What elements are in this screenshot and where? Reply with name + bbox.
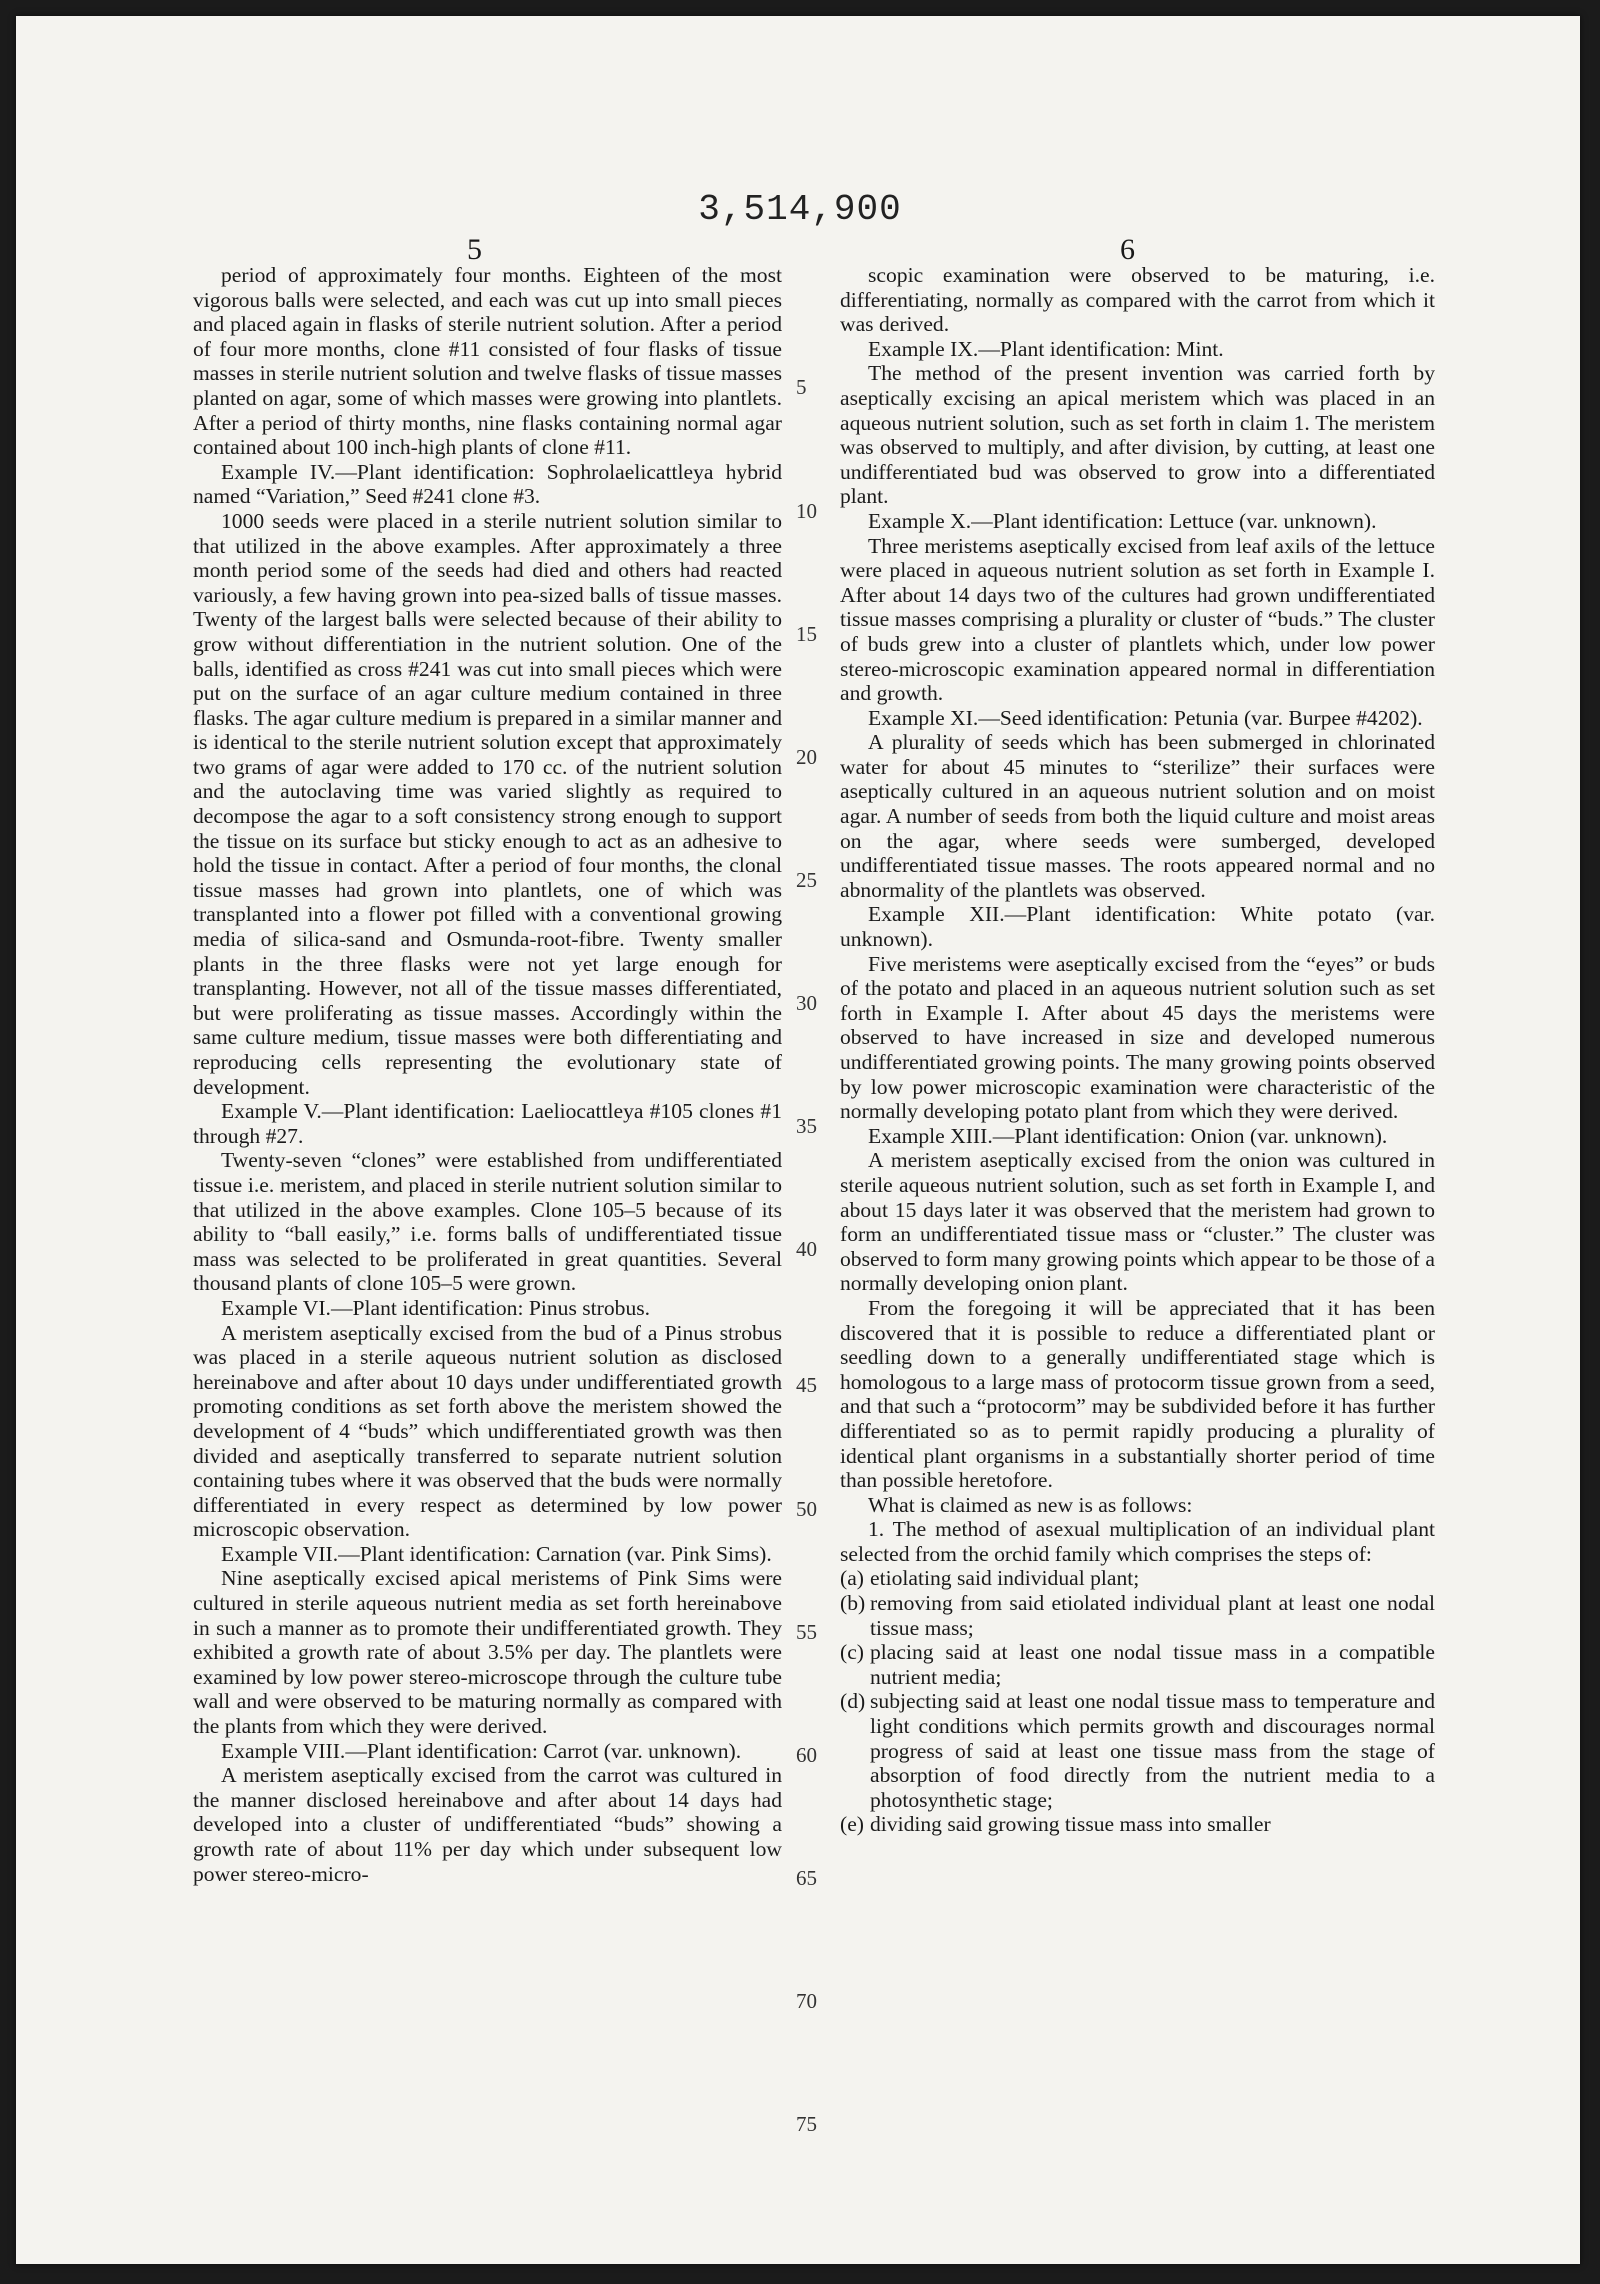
paragraph: Example XII.—Plant identification: White potato (var. unknown). — [840, 902, 1435, 952]
line-number: 15 — [796, 622, 817, 646]
claim-step-text: etiolating said individual plant; — [870, 1566, 1140, 1591]
left-text-column — [193, 263, 782, 1886]
paragraph: Example X.—Plant identification: Lettuce (var. unknown). — [868, 508, 1377, 533]
paragraph: Example VIII.—Plant identification: Carrot (var. unknown). — [221, 1738, 742, 1763]
paragraph: Five meristems were aseptically excised from the “eyes” or buds of the potato and placed in an aqueous nutrient solution such as set forth in Example I. After about 45 days the meristems were observed to have increased in size and developed numerous undifferentiated growing points. The many growing points observed by low power microscopic examination were characteristic of the normally developing potato plant from which they were derived. — [840, 951, 1435, 1124]
claim-step — [840, 1566, 1435, 1591]
paragraph: A plurality of seeds which has been submerged in chlorinated water for about 45 minutes to “sterilize” their surfaces were aseptically cultured in an aqueous nutrient solution and on moist agar. A number of seeds from both the liquid culture and moist areas on the agar, where seeds were sumberged, developed undifferentiated tissue masses. The roots appeared normal and no abnormality of the plantlets was observed. — [840, 730, 1435, 902]
paragraph: period of approximately four months. Eighteen of the most vigorous balls were selected, and each was cut up into small pieces and placed again in flasks of sterile nutrient solution. After a period of four more months, clone #11 consisted of four flasks of tissue masses in sterile nutrient solution and twelve flasks of tissue masses planted on agar, some of which masses were growing into plantlets. After a period of thirty months, nine flasks containing normal agar contained about 100 inch-high plants of clone #11. — [193, 263, 782, 460]
paragraph: Example VII.—Plant identification: Carnation (var. Pink Sims). — [221, 1541, 772, 1566]
paragraph: What is claimed as new is as follows: — [868, 1492, 1193, 1517]
claim-step-text: dividing said growing tissue mass into smaller — [870, 1812, 1271, 1837]
line-number: 30 — [796, 991, 817, 1015]
patent-number: 3,514,900 — [698, 189, 902, 230]
line-number: 10 — [796, 499, 817, 523]
line-number: 65 — [796, 1866, 817, 1890]
line-number: 70 — [796, 1989, 817, 2013]
paragraph: Example IV.—Plant identification: Sophrolaelicattleya hybrid named “Variation,” Seed #241 clone #3. — [193, 459, 782, 509]
paragraph: A meristem aseptically excised from the bud of a Pinus strobus was placed in a sterile aqueous nutrient solution as disclosed hereinabove and after about 10 days under undifferentiated growth promoting conditions as set forth above the meristem showed the development of 4 “buds” which undifferentiated growth was then divided and aseptically transferred to separate nutrient solution containing tubes where it was observed that the buds were normally differentiated in every respect as determined by low power microscopic observation. — [193, 1320, 782, 1542]
paragraph: A meristem aseptically excised from the carrot was cultured in the manner disclosed hereinabove and after about 14 days had developed into a cluster of undifferentiated “buds” showing a growth rate of about 11% per day which under subsequent low power stereo-micro- — [193, 1763, 782, 1886]
paragraph: 1000 seeds were placed in a sterile nutrient solution similar to that utilized in the above examples. After approximately a three month period some of the seeds had died and others had reacted variously, a few having grown into pea-sized balls of tissue masses. Twenty of the largest balls were selected because of their ability to grow without differentiation in the nutrient solution. One of the balls, identified as cross #241 was cut into small pieces which were put on the surface of an agar culture medium contained in three flasks. The agar culture medium is prepared in a similar manner and is identical to the sterile nutrient solution except that approximately two grams of agar were added to 170 cc. of the nutrient solution and the autoclaving time was varied slightly as required to decompose the agar to a soft consistency strong enough to support the tissue on its surface but sticky enough to act as an adhesive to hold the tissue in contact. After a period of four months, the clonal tissue masses had grown into plantlets, one of which was transplanted into a flower pot filled with a conventional growing media of silica-sand and Osmunda-root-fibre. Twenty smaller plants in the three flasks were not yet large enough for transplanting. However, not all of the tissue masses differentiated, but were proliferating as tissue masses. Accordingly within the same culture medium, tissue masses were both differentiating and reproducing cells representing the evolutionary state of development. — [193, 508, 782, 1099]
claim-step-label: (a) — [840, 1566, 864, 1591]
claim-step-text: removing from said etiolated individual plant at least one nodal tissue mass; — [870, 1591, 1435, 1640]
claim-step-text: subjecting said at least one nodal tissue mass to temperature and light conditions which permits growth and discourages normal progress of said at least one tissue mass from the stage of absorption of food directly from the nutrient media to a photosynthetic stage; — [870, 1689, 1435, 1812]
claim-step — [840, 1591, 1435, 1640]
paragraph: Example XI.—Seed identification: Petunia (var. Burpee #4202). — [868, 705, 1423, 730]
line-number: 45 — [796, 1373, 817, 1397]
paragraph: The method of the present invention was carried forth by aseptically excising an apical meristem which was placed in an aqueous nutrient solution, such as set forth in claim 1. The meristem was observed to multiply, and after division, by cutting, at least one undifferentiated bud was observed to grow into a differentiated plant. — [840, 361, 1435, 509]
claim-step-label: (e) — [840, 1812, 864, 1837]
line-number: 20 — [796, 745, 817, 769]
paragraph: From the foregoing it will be appreciated that it has been discovered that it is possible to reduce a differentiated plant or seedling down to a generally undifferentiated stage which is homologous to a large mass of protocorm tissue grown from a seed, and that such a “protocorm” may be subdivided before it has further differentiated so as to permit rapidly producing a plurality of identical plant organisms in a substantially shorter period of time than possible heretofore. — [840, 1295, 1435, 1493]
paragraph: Example XIII.—Plant identification: Onion (var. unknown). — [868, 1123, 1388, 1148]
line-number: 60 — [796, 1743, 817, 1767]
claim-step — [840, 1640, 1435, 1689]
claim-step-label: (b) — [840, 1591, 866, 1616]
right-page-number: 6 — [1120, 233, 1135, 266]
paragraph: Twenty-seven “clones” were established from undifferentiated tissue i.e. meristem, and placed in sterile nutrient solution similar to that utilized in the above examples. Clone 105–5 because of its ability to “ball easily,” i.e. forms balls of undifferentiated tissue mass was selected to be proliferated in great quantities. Several thousand plants of clone 105–5 were grown. — [193, 1148, 782, 1296]
claim-step-text: placing said at least one nodal tissue mass in a compatible nutrient media; — [870, 1640, 1435, 1689]
line-number: 75 — [796, 2112, 817, 2136]
paragraph: scopic examination were observed to be maturing, i.e. differentiating, normally as compared with the carrot from which it was derived. — [840, 263, 1435, 337]
line-number: 5 — [796, 375, 807, 399]
line-number: 55 — [796, 1620, 817, 1644]
paragraph: Example V.—Plant identification: Laeliocattleya #105 clones #1 through #27. — [193, 1099, 782, 1148]
paragraph: Example VI.—Plant identification: Pinus strobus. — [221, 1295, 651, 1320]
line-number: 40 — [796, 1237, 817, 1261]
left-page-number: 5 — [467, 233, 482, 266]
right-text-column — [840, 263, 1435, 1837]
line-number: 35 — [796, 1114, 817, 1138]
line-number: 25 — [796, 868, 817, 892]
claim-step — [840, 1812, 1435, 1837]
claim-step-label: (c) — [840, 1640, 864, 1665]
paragraph: Nine aseptically excised apical meristems of Pink Sims were cultured in sterile aqueous nutrient media as set forth hereinabove in such a manner as to promote their undifferentiated growth. They exhibited a growth rate of about 3.5% per day. The plantlets were examined by low power stereo-microscope through the culture tube wall and were observed to be maturing normally as compared with the plants from which they were derived. — [193, 1566, 782, 1739]
paragraph: Example IX.—Plant identification: Mint. — [868, 336, 1224, 361]
claim-step — [840, 1689, 1435, 1812]
paragraph: Three meristems aseptically excised from leaf axils of the lettuce were placed in aqueous nutrient solution as set forth in Example I. After about 14 days two of the cultures had grown undifferentiated tissue masses comprising a plurality or cluster of “buds.” The cluster of buds grew into a cluster of plantlets which, under low power stereo-microscopic examination appeared normal in differentiation and growth. — [840, 533, 1435, 706]
paragraph: A meristem aseptically excised from the onion was cultured in sterile aqueous nutrient solution, such as set forth in Example I, and about 15 days later it was observed that the meristem had grown to form an undifferentiated tissue mass or “cluster.” The cluster was observed to form many growing points which appear to be those of a normally developing onion plant. — [840, 1148, 1435, 1296]
claim-step-label: (d) — [840, 1689, 866, 1714]
claim-intro: 1. The method of asexual multiplication of an individual plant selected from the orchid family which comprises the steps of: — [840, 1517, 1435, 1566]
line-number: 50 — [796, 1497, 817, 1521]
